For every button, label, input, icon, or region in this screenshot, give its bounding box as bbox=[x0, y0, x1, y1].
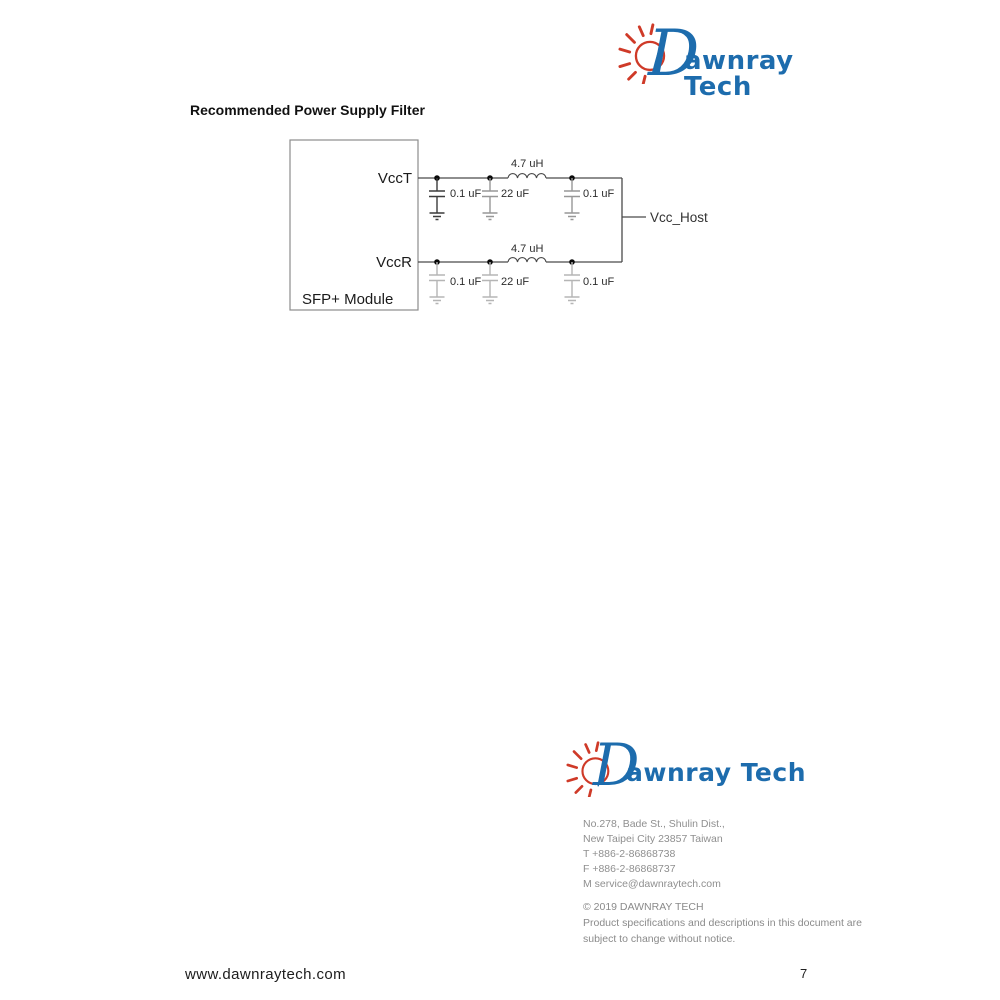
inductor-top-value: 4.7 uH bbox=[511, 158, 544, 170]
vcc-host-label: Vcc_Host bbox=[650, 210, 708, 225]
capacitor-top-3 bbox=[564, 178, 580, 220]
phone-line: T +886-2-86868738 bbox=[583, 848, 676, 860]
cap-top-3-value: 0.1 uF bbox=[583, 188, 615, 200]
footer-website-url: www.dawnraytech.com bbox=[185, 966, 346, 983]
logo-text: awnray Tech bbox=[684, 46, 794, 102]
logo-letter-d: D bbox=[648, 17, 700, 91]
inductor-top bbox=[508, 174, 546, 178]
capacitor-top-2 bbox=[482, 178, 498, 220]
cap-top-2-value: 22 uF bbox=[501, 188, 530, 200]
sfp-module-label: SFP+ Module bbox=[302, 291, 394, 308]
inductor-bottom bbox=[508, 258, 546, 262]
notice-line-2: subject to change without notice. bbox=[583, 933, 736, 945]
dawnray-logo-top bbox=[618, 14, 868, 104]
power-filter-schematic bbox=[280, 130, 730, 320]
inductor-bottom-value: 4.7 uH bbox=[511, 243, 544, 255]
address-line-1: No.278, Bade St., Shulin Dist., bbox=[583, 818, 725, 830]
sfp-module-box bbox=[290, 140, 418, 310]
logo-text: awnray Tech bbox=[626, 758, 806, 787]
vcct-pin-label: VccT bbox=[377, 170, 412, 187]
cap-bottom-3-value: 0.1 uF bbox=[583, 276, 615, 288]
copyright-line: © 2019 DAWNRAY TECH bbox=[583, 901, 704, 913]
logo-letter-d: D bbox=[593, 731, 640, 799]
capacitor-bottom-1 bbox=[429, 262, 445, 304]
cap-top-1-value: 0.1 uF bbox=[450, 188, 482, 200]
email-line: M service@dawnraytech.com bbox=[583, 878, 721, 890]
cap-bottom-1-value: 0.1 uF bbox=[450, 276, 482, 288]
capacitor-bottom-3 bbox=[564, 262, 580, 304]
dawnray-logo-bottom bbox=[566, 726, 816, 811]
cap-bottom-2-value: 22 uF bbox=[501, 276, 530, 288]
page-number: 7 bbox=[800, 966, 808, 981]
capacitor-top-1 bbox=[429, 178, 445, 220]
notice-line-1: Product specifications and descriptions in this document are bbox=[583, 917, 862, 929]
fax-line: F +886-2-86868737 bbox=[583, 863, 676, 875]
page-title: Recommended Power Supply Filter bbox=[190, 102, 425, 118]
address-line-2: New Taipei City 23857 Taiwan bbox=[583, 833, 723, 845]
vccr-pin-label: VccR bbox=[376, 254, 412, 271]
capacitor-bottom-2 bbox=[482, 262, 498, 304]
legal-block bbox=[583, 899, 862, 947]
contact-block bbox=[583, 817, 725, 892]
